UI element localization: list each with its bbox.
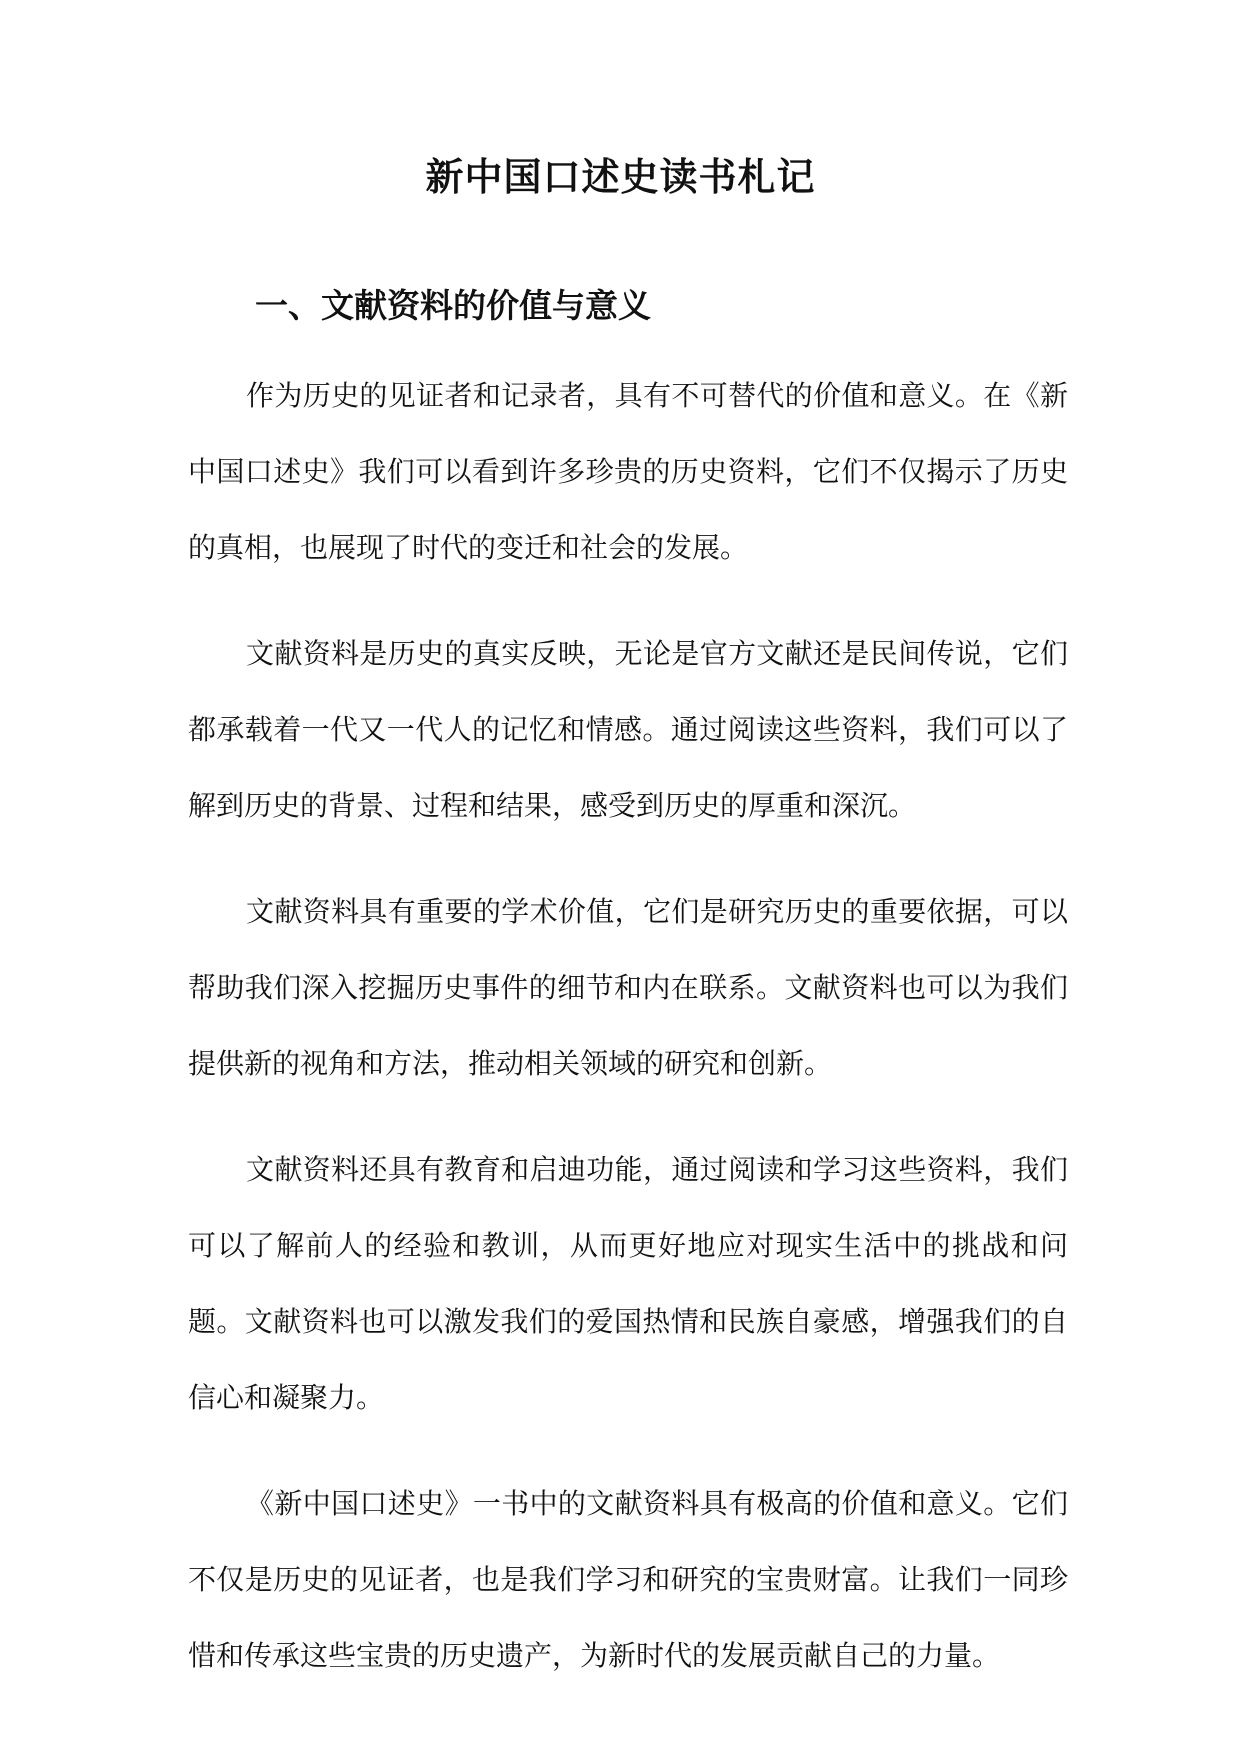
body-text xyxy=(188,358,1068,1724)
section-heading: 一、文献资料的价值与意义 xyxy=(255,286,651,325)
paragraph-5: 《新中国口述史》一书中的文献资料具有极高的价值和意义。它们不仅是历史的见证者，也是我们学习和研究的宝贵财富。让我们一同珍惜和传承这些宝贵的历史遗产，为新时代的发展贡献自己的力量。 xyxy=(188,1487,1068,1672)
paragraph-4: 文献资料还具有教育和启迪功能，通过阅读和学习这些资料，我们可以了解前人的经验和教训，从而更好地应对现实生活中的挑战和问题。文献资料也可以激发我们的爱国热情和民族自豪感，增强我们的自信心和凝聚力。 xyxy=(188,1153,1068,1414)
page-title: 新中国口述史读书札记 xyxy=(425,154,816,199)
paragraph-1: 作为历史的见证者和记录者，具有不可替代的价值和意义。在《新中国口述史》我们可以看到许多珍贵的历史资料，它们不仅揭示了历史的真相，也展现了时代的变迁和社会的发展。 xyxy=(188,379,1068,564)
paragraph-2: 文献资料是历史的真实反映，无论是官方文献还是民间传说，它们都承载着一代又一代人的记忆和情感。通过阅读这些资料，我们可以了解到历史的背景、过程和结果，感受到历史的厚重和深沉。 xyxy=(188,637,1068,822)
paragraph-3: 文献资料具有重要的学术价值，它们是研究历史的重要依据，可以帮助我们深入挖掘历史事件的细节和内在联系。文献资料也可以为我们提供新的视角和方法，推动相关领域的研究和创新。 xyxy=(188,895,1068,1080)
